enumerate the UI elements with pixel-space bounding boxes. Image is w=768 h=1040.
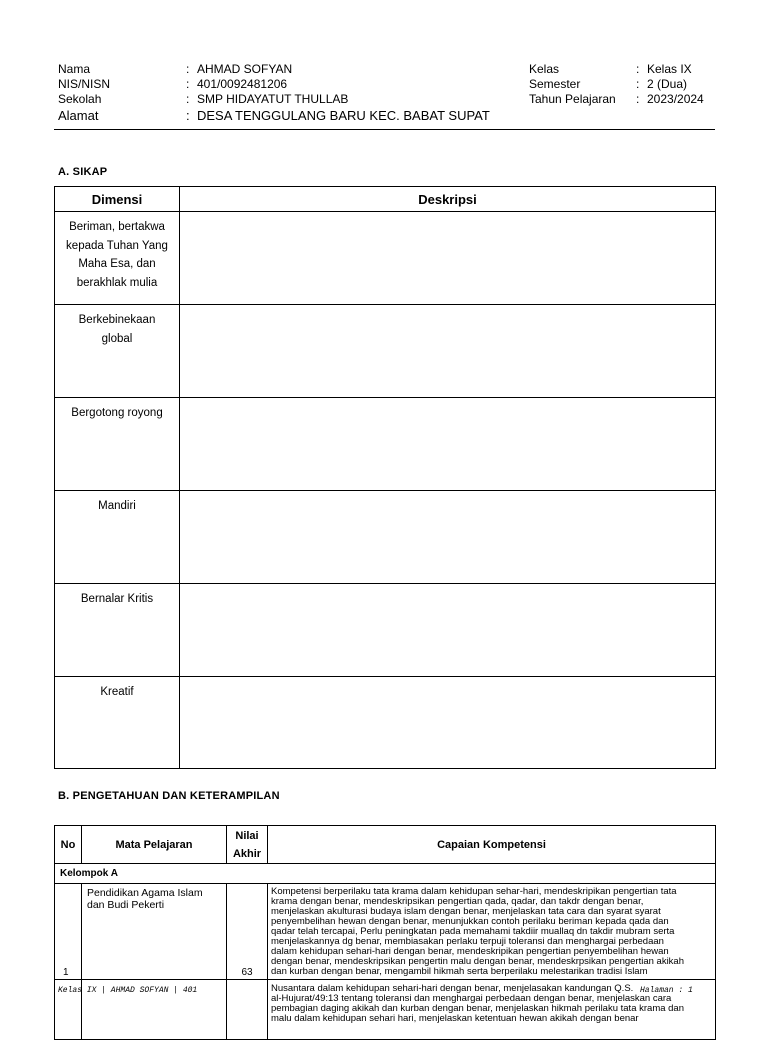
row-mata-pelajaran	[82, 884, 227, 980]
dimensi-line: berakhlak mulia	[76, 276, 158, 289]
col-header-no: No	[55, 826, 82, 864]
table-row	[55, 212, 716, 305]
col-header-nilai-line2: Akhir	[232, 847, 262, 860]
dimensi-cell	[55, 491, 180, 584]
colon: :	[186, 92, 190, 106]
table-header-row	[55, 187, 716, 212]
table-row	[55, 584, 716, 677]
group-row	[55, 864, 716, 884]
label-alamat: Alamat	[58, 108, 99, 123]
capaian-line: al-Hujurat/49:13 tentang toleransi dan menghargai perbedaan dengan benar, menjelaskan cara	[271, 993, 672, 1004]
dimensi-cell	[55, 677, 180, 769]
col-header-capaian: Capaian Kompetensi	[268, 826, 716, 864]
label-nis: NIS/NISN	[58, 77, 111, 91]
dimensi-cell	[55, 584, 180, 677]
deskripsi-cell	[180, 305, 716, 398]
label-tahun-pelajaran: Tahun Pelajaran	[529, 92, 616, 106]
capaian-line: pembagian daging akikah dan kurban dengan benar, menjelaskan hikmah perilaku tata krama dan	[271, 1003, 684, 1014]
value-semester: 2 (Dua)	[647, 77, 688, 91]
capaian-line: menjelaskannya dg benar, membiasakan perlaku terpuji toleransi dan menghargai perbedaan	[271, 936, 664, 947]
capaian-line: malu dalam kehidupan sehari hari, menjelaskan ketentuan hewan akikah dengan benar	[271, 1013, 639, 1024]
col-header-mata-pelajaran: Mata Pelajaran	[82, 826, 227, 864]
value-alamat: DESA TENGGULANG BARU KEC. BABAT SUPAT	[197, 108, 490, 123]
capaian-line: krama dengan benar, mendeskripsikan pengertian qada, qadar, dan takdr dengan benar,	[271, 896, 644, 907]
dimensi-line: Mandiri	[98, 500, 136, 512]
label-kelas: Kelas	[529, 62, 560, 76]
dimensi-line: Beriman, bertakwa	[69, 221, 165, 233]
colon: :	[186, 62, 190, 76]
row-capaian	[268, 884, 716, 980]
colon: :	[186, 77, 190, 91]
value-sekolah: SMP HIDAYATUT THULLAB	[197, 92, 349, 106]
table-row	[55, 884, 716, 980]
col-header-deskripsi: Deskripsi	[180, 187, 716, 212]
mapel-line: dan Budi Pekerti	[87, 899, 165, 911]
sikap-table	[54, 186, 716, 769]
col-header-nilai-line1: Nilai	[235, 829, 259, 842]
capaian-line: qadar telah tercapai, Perlu peningkatan pada memahami takdiir muallaq dn takdir mubram serta	[271, 926, 675, 937]
table-row	[55, 491, 716, 584]
value-nama: AHMAD SOFYAN	[197, 62, 293, 76]
table-row	[55, 305, 716, 398]
mapel-line: Pendidikan Agama Islam	[87, 887, 203, 899]
label-semester: Semester	[529, 77, 581, 91]
dimensi-line: Maha Esa, dan	[78, 258, 156, 270]
capaian-line: dengan benar, mendeskripsikan pengertin malu dengan benar, mendeskrpsikan pengertian akikah	[271, 956, 684, 967]
table-row	[55, 677, 716, 769]
colon: :	[636, 62, 640, 76]
capaian-line: penyembelihan hewan dengan benar, menunjukkan contoh perilaku beriman kepada qada dan	[271, 916, 669, 927]
label-sekolah: Sekolah	[58, 92, 102, 106]
col-header-nilai-akhir	[227, 826, 268, 864]
capaian-line: menjelaskan akulturasi budaya islam dengan benar, menjelaskan tata cara dan syarat syarat	[271, 906, 661, 917]
dimensi-line: global	[101, 332, 133, 345]
deskripsi-cell	[180, 584, 716, 677]
capaian-line: dan kurban dengan benar, mengambil hikmah serta berperilaku melestarikan tradisi Islam	[271, 966, 648, 977]
value-kelas: Kelas IX	[647, 62, 692, 76]
colon: :	[636, 92, 640, 106]
dimensi-line: Berkebinekaan	[78, 314, 156, 326]
header-divider	[54, 129, 715, 130]
group-label-kelompok-a: Kelompok A	[55, 864, 716, 884]
dimensi-cell	[55, 305, 180, 398]
dimensi-line: Kreatif	[100, 686, 134, 698]
page-footer-right: Halaman : 1	[640, 986, 693, 995]
col-header-dimensi: Dimensi	[55, 187, 180, 212]
capaian-continuation	[271, 984, 684, 1024]
table-row	[55, 398, 716, 491]
dimensi-line: kepada Tuhan Yang	[66, 239, 168, 252]
colon: :	[636, 77, 640, 91]
row-no: 1	[55, 884, 82, 980]
colon: :	[186, 108, 190, 123]
page-footer-left: Kelas IX | AHMAD SOFYAN | 401	[58, 986, 198, 995]
row-nilai-akhir: 63	[227, 884, 268, 980]
dimensi-line: Bernalar Kritis	[80, 593, 154, 605]
dimensi-line: Bergotong royong	[71, 407, 163, 419]
section-title-sikap: A. SIKAP	[58, 166, 108, 178]
deskripsi-cell	[180, 677, 716, 769]
row-nilai-akhir	[227, 980, 268, 1040]
label-nama: Nama	[58, 62, 91, 76]
value-tahun-pelajaran: 2023/2024	[647, 92, 704, 106]
deskripsi-cell	[180, 212, 716, 305]
deskripsi-cell	[180, 491, 716, 584]
dimensi-cell	[55, 212, 180, 305]
table-header-row	[55, 826, 716, 864]
deskripsi-cell	[180, 398, 716, 491]
capaian-line: Nusantara dalam kehidupan sehari-hari dengan benar, menjelasakan kandungan Q.S.	[271, 983, 634, 994]
section-title-pengetahuan: B. PENGETAHUAN DAN KETERAMPILAN	[58, 790, 280, 802]
capaian-line: dalam kehidupan sehari-hari dengan benar, mendeskripikan pengertian penyembelihan hewan	[271, 946, 669, 957]
value-nis: 401/0092481206	[197, 77, 288, 91]
capaian-line: Kompetensi berperilaku tata krama dalam kehidupan sehar-hari, mendeskripikan pengertian tata	[271, 886, 677, 897]
dimensi-cell	[55, 398, 180, 491]
